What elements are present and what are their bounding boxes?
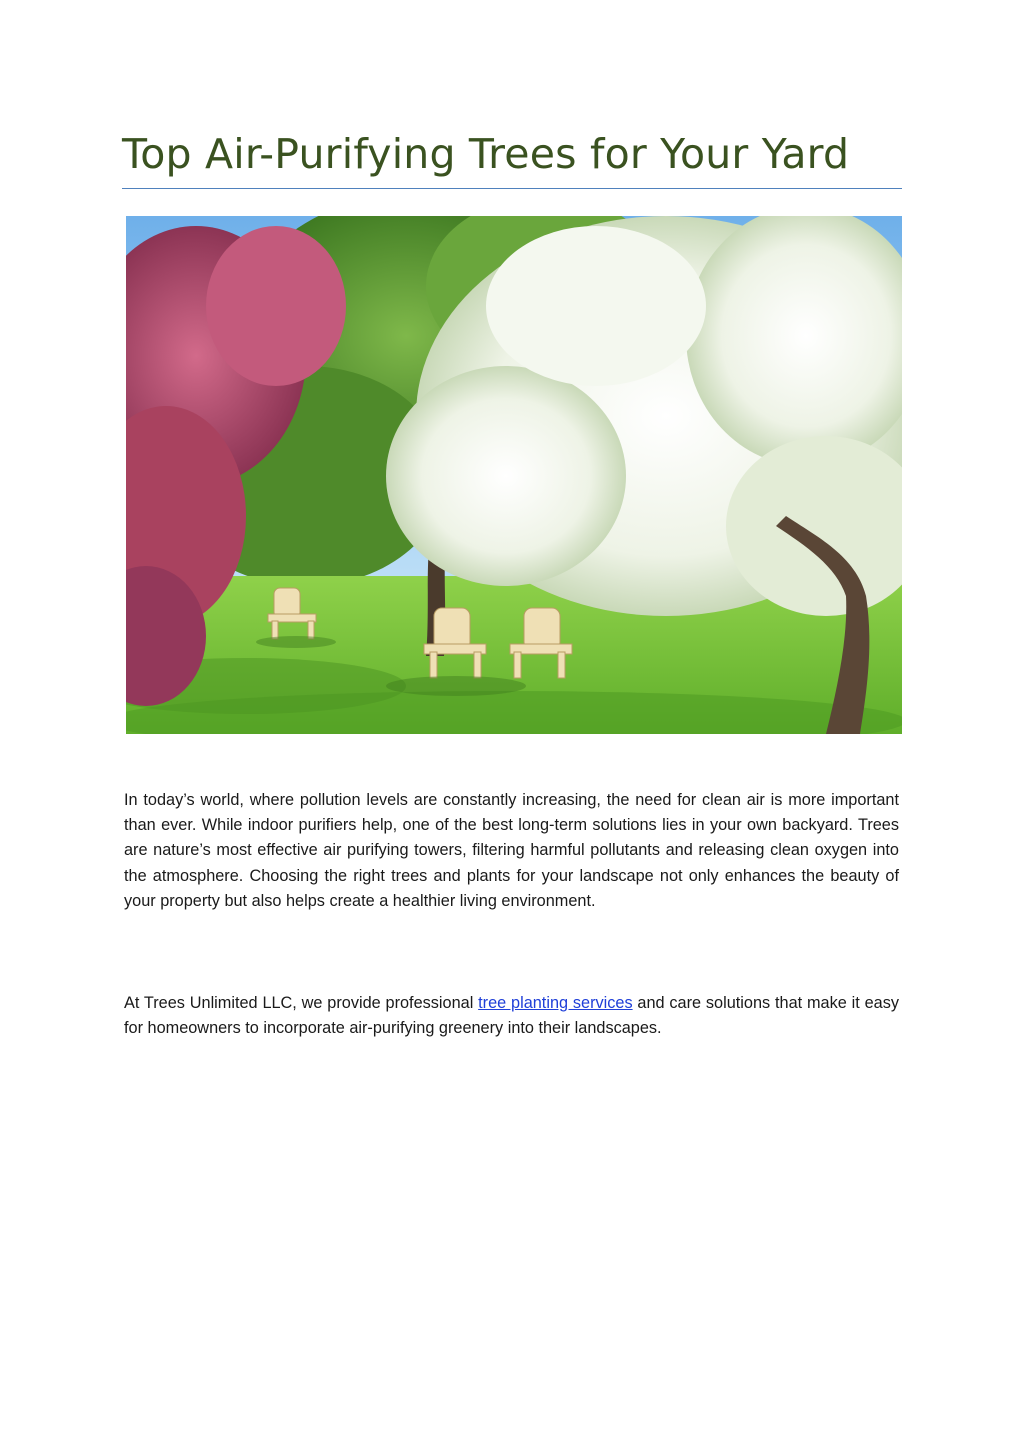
services-paragraph (124, 991, 899, 1041)
services-text-before: At Trees Unlimited LLC, we provide professional (124, 994, 479, 1012)
page-title: Top Air-Purifying Trees for Your Yard (122, 130, 850, 178)
garden-photo (126, 216, 902, 734)
title-divider (122, 188, 902, 189)
services-text-after: and care solutions that make it easy for homeowners to incorporate air-purifying greenery into their landscapes. (124, 994, 899, 1038)
tree-planting-services-link[interactable]: tree planting services (478, 994, 633, 1012)
intro-paragraph: In today’s world, where pollution levels are constantly increasing, the need for clean air is more important than ever. While indoor purifiers help, one of the best long-term solutions lies in your own backyard. Trees are nature’s most effective air purifying towers, filtering harmful pollutants and releasing clean oxygen into the atmosphere. Choosing the right trees and plants for your landscape not only enhances the beauty of your property but also helps create a healthier living environment. (124, 791, 899, 910)
